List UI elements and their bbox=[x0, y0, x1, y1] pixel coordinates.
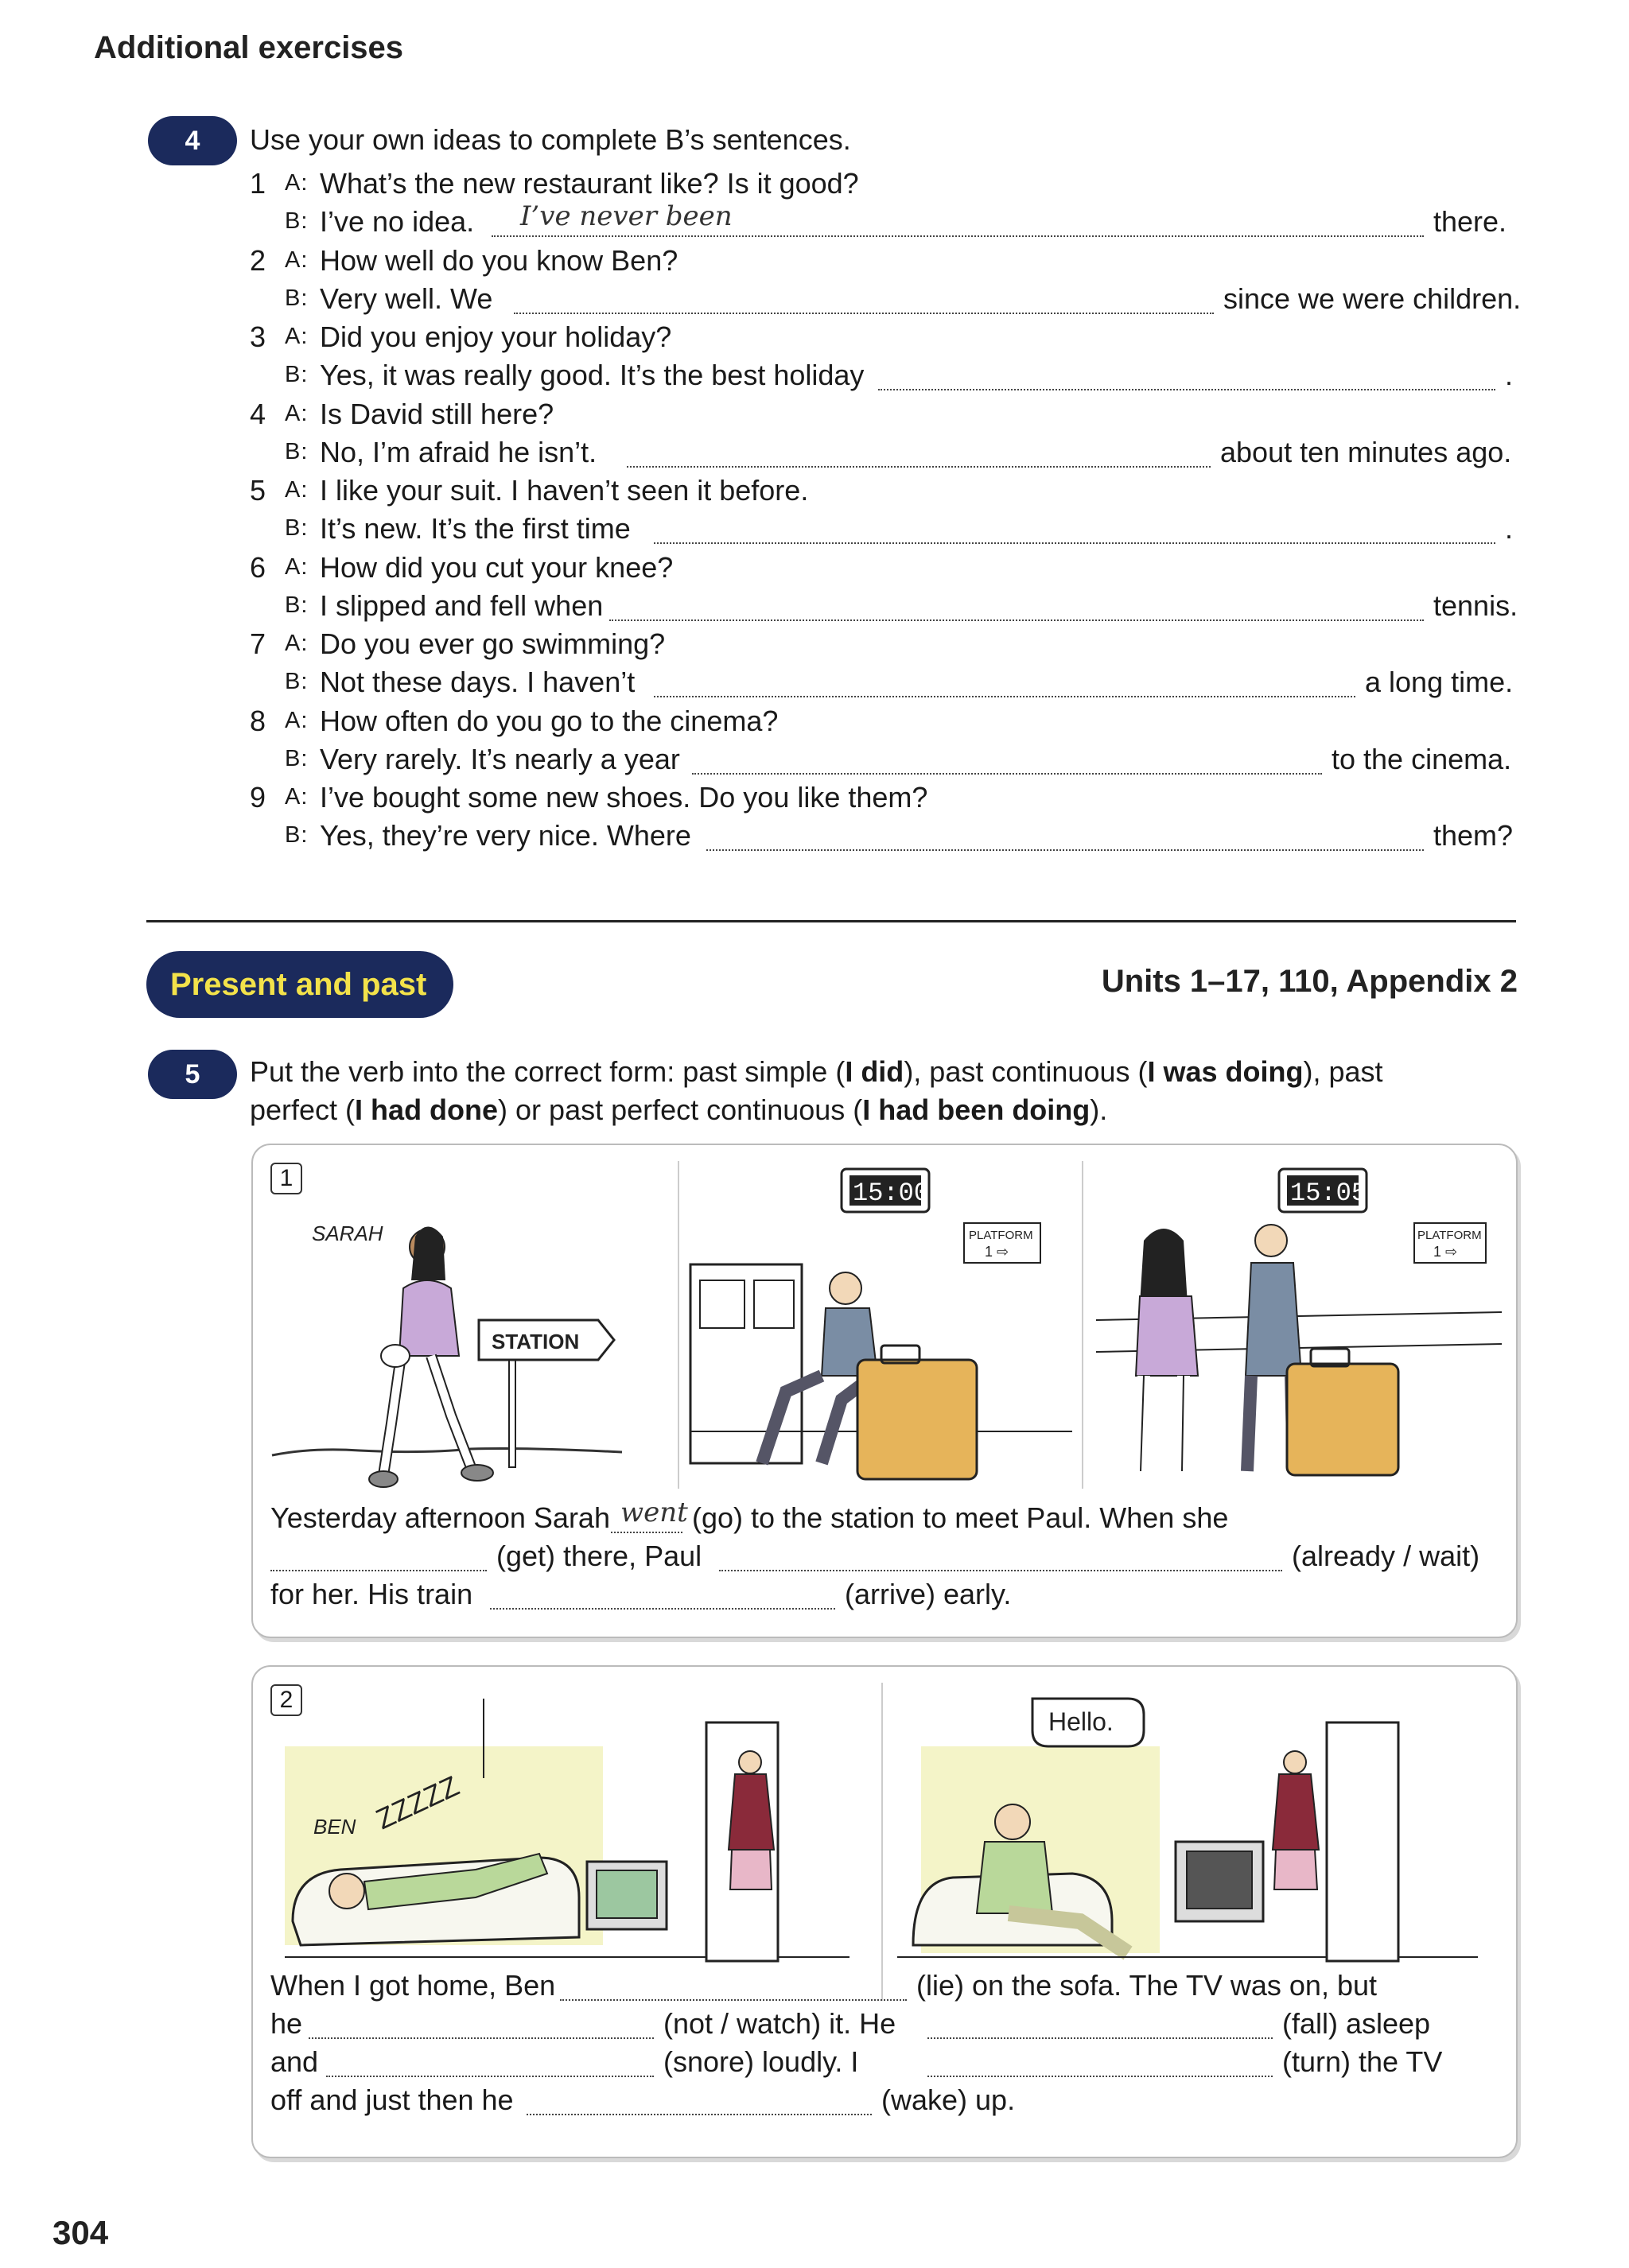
speaker-b-label: B: bbox=[285, 515, 309, 541]
caption-sarah: SARAH bbox=[312, 1221, 383, 1245]
handwritten-example-answer: went bbox=[620, 1497, 688, 1528]
item-number: 5 bbox=[250, 474, 266, 507]
response-line-b bbox=[0, 743, 1629, 781]
speaker-b-label: B: bbox=[285, 208, 309, 234]
picture-separator bbox=[1082, 1161, 1083, 1489]
question-line-a bbox=[0, 244, 1629, 282]
speaker-b-label: B: bbox=[285, 285, 309, 311]
speaker-a-label: A: bbox=[285, 631, 309, 656]
speaker-a-label: A: bbox=[285, 324, 309, 349]
item-number: 6 bbox=[250, 551, 266, 584]
speaker-b-end: since we were children. bbox=[1223, 282, 1522, 315]
sign-station-text: STATION bbox=[492, 1330, 580, 1353]
item-number: 2 bbox=[250, 244, 266, 277]
speaker-a-utterance: Did you enjoy your holiday? bbox=[320, 320, 672, 353]
illustration-paul-waiting bbox=[682, 1161, 1080, 1495]
exercise-instruction: Use your own ideas to complete B’s sentences. bbox=[250, 123, 851, 156]
answer-blank[interactable] bbox=[560, 1999, 907, 2001]
exercise-instruction: Put the verb into the correct form: past simple (I did), past continuous (I was doing), past perfect (I had done) or past perfect continuous (I had been doing). bbox=[250, 1055, 1383, 1126]
answer-blank[interactable] bbox=[719, 1570, 1282, 1571]
section-divider bbox=[146, 920, 1516, 922]
response-line-b bbox=[0, 359, 1629, 397]
speaker-a-utterance: How well do you know Ben? bbox=[320, 244, 678, 277]
speaker-b-start: No, I’m afraid he isn’t. bbox=[320, 436, 597, 468]
item-number: 7 bbox=[250, 627, 266, 660]
illustration-sarah-walking bbox=[264, 1161, 670, 1495]
speaker-b-start: Very rarely. It’s nearly a year bbox=[320, 743, 680, 775]
question-line-a bbox=[0, 627, 1629, 666]
response-line-b bbox=[0, 819, 1629, 857]
scene-number: 2 bbox=[270, 1684, 302, 1716]
speaker-b-label: B: bbox=[285, 592, 309, 618]
speaker-b-label: B: bbox=[285, 362, 309, 387]
scene-1-text-line-3: for her. His train (arrive) early. bbox=[270, 1578, 1012, 1610]
answer-blank[interactable] bbox=[706, 849, 1424, 851]
speaker-b-start: It’s new. It’s the first time bbox=[320, 512, 631, 545]
scene-1-panel bbox=[251, 1144, 1518, 1638]
answer-blank[interactable] bbox=[927, 2037, 1273, 2039]
item-number: 4 bbox=[250, 398, 266, 430]
clock-display: 15:05 bbox=[1290, 1179, 1367, 1208]
answer-blank[interactable] bbox=[692, 773, 1322, 775]
speaker-b-end: a long time. bbox=[1365, 666, 1514, 698]
response-line-b bbox=[0, 589, 1629, 627]
answer-blank[interactable] bbox=[270, 1570, 487, 1571]
speech-bubble-text: Hello. bbox=[1048, 1707, 1114, 1736]
speaker-b-end: . bbox=[1505, 512, 1514, 545]
speaker-a-label: A: bbox=[285, 784, 309, 810]
caption-ben: BEN bbox=[313, 1815, 356, 1839]
speaker-b-start: Not these days. I haven’t bbox=[320, 666, 636, 698]
speaker-a-label: A: bbox=[285, 554, 309, 580]
speaker-a-utterance: Is David still here? bbox=[320, 398, 554, 430]
item-number: 3 bbox=[250, 320, 266, 353]
answer-blank[interactable] bbox=[309, 2037, 654, 2039]
response-line-b bbox=[0, 200, 1629, 243]
response-line-b bbox=[0, 282, 1629, 320]
platform-number: 1 ⇨ bbox=[1433, 1244, 1458, 1260]
scene-1-text-line-2: (get) there, Paul (already / wait) bbox=[270, 1540, 1543, 1578]
speaker-b-end: . bbox=[1505, 359, 1514, 391]
speaker-a-label: A: bbox=[285, 401, 309, 426]
speaker-a-label: A: bbox=[285, 170, 309, 196]
scene-2-text-line-1: When I got home, Ben (lie) on the sofa. The TV was on, but bbox=[270, 1969, 1377, 2002]
answer-blank[interactable] bbox=[326, 2076, 654, 2077]
platform-label: PLATFORM bbox=[969, 1229, 1033, 1242]
speaker-b-end: about ten minutes ago. bbox=[1220, 436, 1512, 468]
scene-2-text-line-3: and (snore) loudly. I (turn) the TV bbox=[270, 2045, 1443, 2078]
units-reference: Units 1–17, 110, Appendix 2 bbox=[1101, 964, 1518, 999]
snore-text: ZZZZZ bbox=[371, 1769, 465, 1836]
speaker-b-start: Yes, they’re very nice. Where bbox=[320, 819, 691, 852]
speaker-a-label: A: bbox=[285, 708, 309, 733]
speaker-a-label: A: bbox=[285, 247, 309, 273]
question-line-a bbox=[0, 781, 1629, 819]
speaker-b-start: Yes, it was really good. It’s the best holiday bbox=[320, 359, 865, 391]
speaker-b-label: B: bbox=[285, 746, 309, 771]
speaker-b-label: B: bbox=[285, 822, 309, 848]
speaker-a-utterance: How did you cut your knee? bbox=[320, 551, 674, 584]
answer-blank[interactable] bbox=[927, 2076, 1273, 2077]
answer-blank[interactable] bbox=[490, 1608, 835, 1610]
question-line-a bbox=[0, 551, 1629, 589]
scene-2-panel bbox=[251, 1665, 1518, 2158]
illustration-sarah-meets-paul bbox=[1088, 1161, 1510, 1495]
speaker-a-utterance: How often do you go to the cinema? bbox=[320, 705, 779, 737]
scene-2-text-line-2: he (not / watch) it. He (fall) asleep bbox=[270, 2007, 1431, 2040]
speaker-b-start: Very well. We bbox=[320, 282, 493, 315]
response-line-b bbox=[0, 512, 1629, 550]
speaker-b-label: B: bbox=[285, 669, 309, 694]
response-line-b bbox=[0, 436, 1629, 474]
clock-display: 15:00 bbox=[853, 1179, 930, 1208]
platform-label: PLATFORM bbox=[1417, 1229, 1482, 1242]
illustration-ben-asleep bbox=[277, 1683, 881, 2001]
speaker-a-utterance: I like your suit. I haven’t seen it before. bbox=[320, 474, 809, 507]
speaker-a-utterance: What’s the new restaurant like? Is it good? bbox=[320, 167, 859, 200]
item-number: 1 bbox=[250, 167, 266, 200]
response-line-b bbox=[0, 666, 1629, 704]
platform-number: 1 ⇨ bbox=[985, 1244, 1009, 1260]
speaker-b-end: tennis. bbox=[1433, 589, 1518, 622]
scene-number: 1 bbox=[270, 1163, 302, 1194]
scene-1-text-line-1: Yesterday afternoon Sarah went (go) to the station to meet Paul. When she bbox=[270, 1497, 1229, 1534]
item-number: 8 bbox=[250, 705, 266, 737]
exercise-number-badge: 5 bbox=[148, 1050, 237, 1099]
answer-blank[interactable] bbox=[527, 2114, 872, 2115]
speaker-b-end: there. bbox=[1433, 205, 1507, 238]
speaker-a-utterance: I’ve bought some new shoes. Do you like them? bbox=[320, 781, 928, 814]
answer-blank[interactable] bbox=[514, 313, 1214, 314]
speaker-b-start: I slipped and fell when bbox=[320, 589, 604, 622]
picture-separator bbox=[881, 1683, 883, 2001]
question-line-a bbox=[0, 705, 1629, 743]
speaker-a-utterance: Do you ever go swimming? bbox=[320, 627, 666, 660]
question-line-a bbox=[0, 167, 1629, 205]
page-number: 304 bbox=[52, 2214, 109, 2251]
speaker-b-label: B: bbox=[285, 439, 309, 464]
item-number: 9 bbox=[250, 781, 266, 814]
exercise-number-badge: 4 bbox=[148, 116, 237, 165]
answer-blank[interactable] bbox=[611, 1532, 682, 1533]
question-line-a bbox=[0, 474, 1629, 512]
handwritten-example-answer: I’ve never been bbox=[520, 200, 733, 232]
page-header-title: Additional exercises bbox=[94, 30, 404, 65]
answer-blank[interactable] bbox=[878, 389, 1495, 390]
answer-blank[interactable] bbox=[654, 542, 1495, 544]
speaker-a-label: A: bbox=[285, 477, 309, 503]
answer-blank[interactable] bbox=[609, 619, 1424, 621]
answer-blank[interactable] bbox=[627, 466, 1211, 468]
answer-blank[interactable] bbox=[492, 235, 1424, 237]
section-title-pill: Present and past bbox=[146, 951, 453, 1018]
question-line-a bbox=[0, 320, 1629, 359]
speaker-b-start: I’ve no idea. bbox=[320, 205, 475, 238]
illustration-ben-wakes-up bbox=[889, 1683, 1510, 2001]
answer-blank[interactable] bbox=[654, 696, 1355, 697]
scene-2-text-line-4: off and just then he (wake) up. bbox=[270, 2084, 1016, 2116]
question-line-a bbox=[0, 398, 1629, 436]
speaker-b-end: to the cinema. bbox=[1332, 743, 1512, 775]
picture-separator bbox=[678, 1161, 679, 1489]
speaker-b-end: them? bbox=[1433, 819, 1514, 852]
